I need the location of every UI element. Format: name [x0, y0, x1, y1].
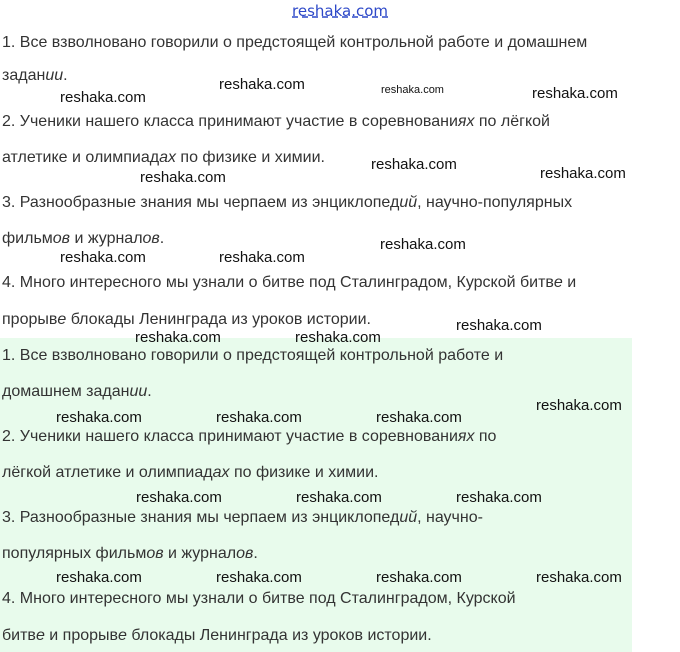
watermark: reshaka.com — [216, 569, 302, 586]
watermark: reshaka.com — [376, 569, 462, 586]
watermark: reshaka.com — [219, 249, 305, 266]
watermark: reshaka.com — [136, 489, 222, 506]
answer-sentence-4-line-1: 4. Много интересного мы узнали о битве под Сталинградом, Курской — [2, 590, 516, 607]
watermark: reshaka.com — [295, 329, 381, 346]
watermark: reshaka.com — [56, 409, 142, 426]
watermark: reshaka.com — [456, 489, 542, 506]
answer-sentence-4-line-2: битве и прорыве блокады Ленинграда из уроков истории. — [2, 627, 432, 644]
watermark: reshaka.com — [60, 249, 146, 266]
watermark: reshaka.com — [536, 569, 622, 586]
answer-sentence-3-line-2: популярных фильмов и журналов. — [2, 545, 258, 562]
sentence-3-line-1: 3. Разнообразные знания мы черпаем из энциклопедий, научно-популярных — [2, 194, 573, 211]
sentence-1-line-1: 1. Все взволновано говорили о предстоящей контрольной работе и домашнем — [2, 34, 588, 51]
answer-sentence-1-line-1: 1. Все взволновано говорили о предстоящей контрольной работе и — [2, 347, 504, 364]
watermark: reshaka.com — [371, 156, 457, 173]
watermark: reshaka.com — [380, 236, 466, 253]
sentence-1-line-2: задании. — [2, 67, 68, 84]
answer-sentence-2-line-1: 2. Ученики нашего класса принимают участие в соревнованиях по — [2, 428, 497, 445]
watermark: reshaka.com — [216, 409, 302, 426]
sentence-3-line-2: фильмов и журналов. — [2, 230, 165, 247]
watermark: reshaka.com — [532, 85, 618, 102]
answer-sentence-2-line-2: лёгкой атлетике и олимпиадах по физике и химии. — [2, 464, 379, 481]
sentence-2-line-2: атлетике и олимпиадах по физике и химии. — [2, 149, 325, 166]
watermark: reshaka.com — [296, 489, 382, 506]
answer-sentence-3-line-1: 3. Разнообразные знания мы черпаем из энциклопедий, научно- — [2, 509, 483, 526]
watermark: reshaka.com — [140, 169, 226, 186]
answer-sentence-1-line-2: домашнем задании. — [2, 383, 152, 400]
site-logo[interactable]: reshaka.com — [292, 2, 388, 20]
watermark: reshaka.com — [381, 84, 444, 96]
sentence-2-line-1: 2. Ученики нашего класса принимают участие в соревнованиях по лёгкой — [2, 113, 550, 130]
watermark: reshaka.com — [540, 165, 626, 182]
sentence-4-line-1: 4. Много интересного мы узнали о битве под Сталинградом, Курской битве и — [2, 274, 577, 291]
sentence-4-line-2: прорыве блокады Ленинграда из уроков истории. — [2, 311, 371, 328]
watermark: reshaka.com — [219, 76, 305, 93]
watermark: reshaka.com — [135, 329, 221, 346]
watermark: reshaka.com — [60, 89, 146, 106]
watermark: reshaka.com — [376, 409, 462, 426]
watermark: reshaka.com — [456, 317, 542, 334]
watermark: reshaka.com — [56, 569, 142, 586]
watermark: reshaka.com — [536, 397, 622, 414]
